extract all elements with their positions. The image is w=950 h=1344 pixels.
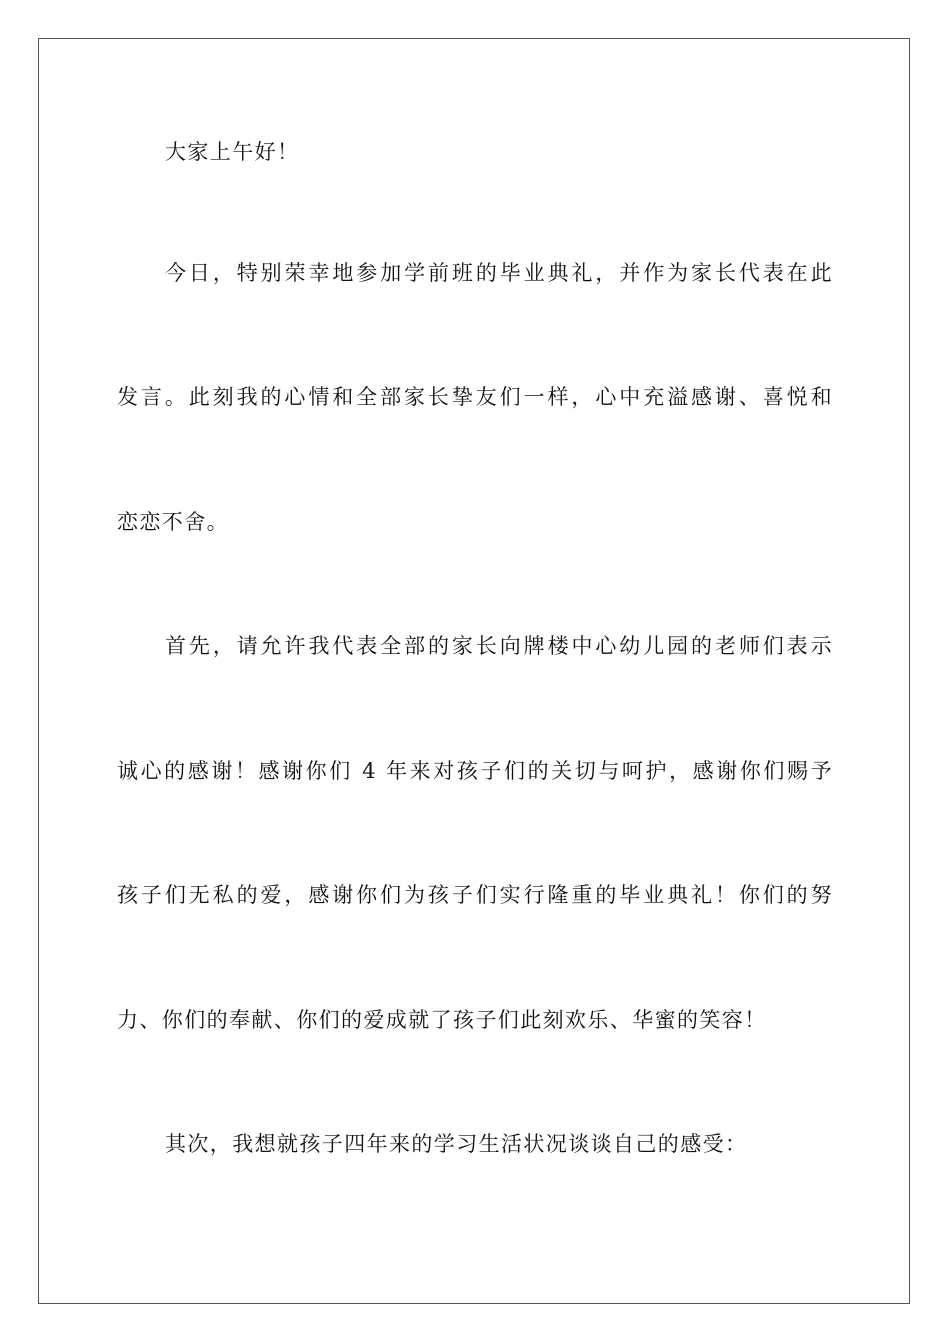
greeting-line: 大家上午好！ <box>165 140 300 164</box>
paragraph-2-line-3: 孩子们无私的爱，感谢你们为孩子们实行隆重的毕业典礼！你们的努 <box>117 883 833 907</box>
paragraph-1-line-3: 恋恋不舍。 <box>117 510 229 534</box>
paragraph-2-line-2: 诚心的感谢！感谢你们 4 年来对孩子们的关切与呵护，感谢你们赐予 <box>117 759 833 783</box>
paragraph-2-line-1: 首先，请允许我代表全部的家长向牌楼中心幼儿园的老师们表示 <box>165 634 833 658</box>
paragraph-1-line-1: 今日，特别荣幸地参加学前班的毕业典礼，并作为家长代表在此 <box>165 261 833 285</box>
page-border <box>38 38 910 1304</box>
paragraph-1-line-2: 发言。此刻我的心情和全部家长挚友们一样，心中充溢感谢、喜悦和 <box>117 385 833 409</box>
paragraph-2-line-4: 力、你们的奉献、你们的爱成就了孩子们此刻欢乐、华蜜的笑容！ <box>117 1008 767 1032</box>
paragraph-3-line-1: 其次，我想就孩子四年来的学习生活状况谈谈自己的感受： <box>165 1132 748 1156</box>
